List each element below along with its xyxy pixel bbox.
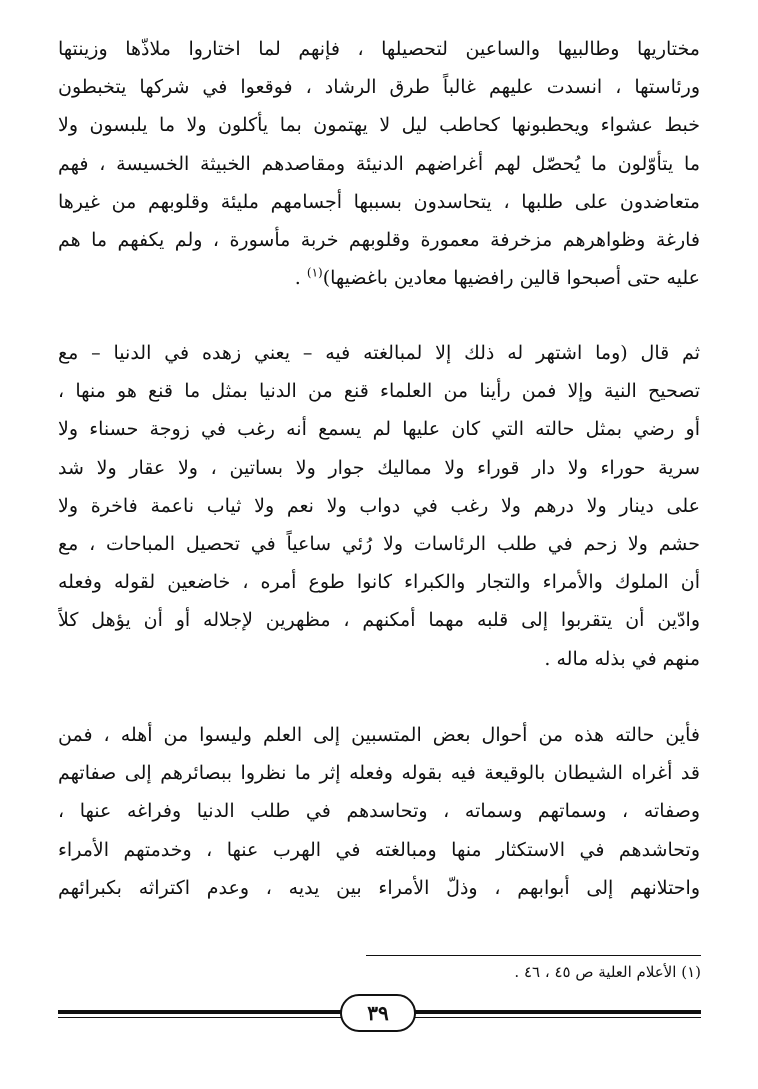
paragraph-3 xyxy=(58,716,700,907)
text-line: منهم في بذله ماله . xyxy=(544,647,700,670)
text-line: على دينار ولا درهم ولا رغب في دواب ولا نعم ولا ثياب ناعمة فاخرة ولا xyxy=(58,494,700,517)
text-line: أن الملوك والأمراء والتجار والكبراء كانوا طوع أمره ، خاضعين لقوله وفعله xyxy=(58,571,700,594)
footnote-divider xyxy=(366,955,701,956)
text-line-end: . xyxy=(294,267,307,290)
text-line: وصفاته ، وسماتهم وسماته ، وتحاسدهم في طلب الدنيا وفراغه عنها ، xyxy=(58,800,700,823)
text-line: فارغة وظواهرهم مزخرفة معمورة وقلوبهم خربة مأسورة ، ولم يكفهم ما هم xyxy=(58,229,700,252)
paragraph-2 xyxy=(58,334,700,678)
text-line: قد أغراه الشيطان بالوقيعة فيه بقوله وفعله إثر ما نظروا ببصائرهم إلى صفاتهم xyxy=(58,762,700,785)
text-line: سرية حوراء ولا دار قوراء ولا مماليك جوار ولا بساتين ، ولا عقار ولا شد xyxy=(58,456,700,479)
text-line: فأين حالته هذه من أحوال بعض المتسبين إلى العلم وليسوا من أهله ، فمن xyxy=(58,724,700,746)
text-line: متعاضدون على طلبها ، يتحاسدون بسببها أجسامهم مليئة وقلوبهم من غيرها xyxy=(58,190,700,213)
paragraph-1 xyxy=(58,30,700,297)
text-line: واحتلانهم إلى أبوابهم ، وذلّ الأمراء بين يديه ، وعدم اكتراثه بكبرائهم xyxy=(58,876,700,899)
footnote-reference: (١) xyxy=(306,265,323,280)
text-line: وادّين أن يتقربوا إلى قلبه مهما أمكنهم ، مظهرين لإجلاله أو أن يؤهل كلاً xyxy=(58,609,700,632)
footnote: (١) الأعلام العلية ص ٤٥ ، ٤٦ . xyxy=(514,963,701,981)
text-line-with-footnote xyxy=(58,259,700,297)
text-line: أو رضي بمثل حالته التي كان عليها لم يسمع أنه رغب في زوجة حسناء ولا xyxy=(58,418,700,441)
text-line: وتحاشدهم في الاستكثار منها ومبالغته في الهرب عنها ، وخدمتهم الأمراء xyxy=(58,838,700,861)
text-line: ورئاستها ، انسدت عليهم غالباً طرق الرشاد ، فوقعوا في شركها يتخبطون xyxy=(58,76,700,99)
text-line: تصحيح النية وإلا فمن رأينا من العلماء قنع من الدنيا بمثل ما قنع هو منها ، xyxy=(58,380,700,403)
text-line: حشم ولا زحم في طلب الرئاسات ولا رُئي ساعياً في تحصيل المباحات ، مع xyxy=(58,533,700,556)
text-line: مختاريها وطالبيها والساعين لتحصيلها ، فإنهم لما اختاروا ملاذّها وزينتها xyxy=(58,38,700,60)
text-line: ثم قال (وما اشتهر له ذلك إلا لمبالغته فيه – يعني زهده في الدنيا – مع xyxy=(58,342,700,364)
text-line: ما يتأوّلون ما يُحصّل لهم أغراضهم الدنيئة ومقاصدهم الخبيثة الخسيسة ، فهم xyxy=(58,152,700,175)
page-number-frame xyxy=(340,994,416,1032)
page-number: ٣٩ xyxy=(367,1001,389,1025)
text-line-content: عليه حتى أصبحوا قالين رافضيها معادين باغضيها) xyxy=(322,267,700,290)
text-line: خبط عشواء ويحطبونها كحاطب ليل لا يهتمون بما يأكلون ولا ما يلبسون ولا xyxy=(58,114,700,137)
